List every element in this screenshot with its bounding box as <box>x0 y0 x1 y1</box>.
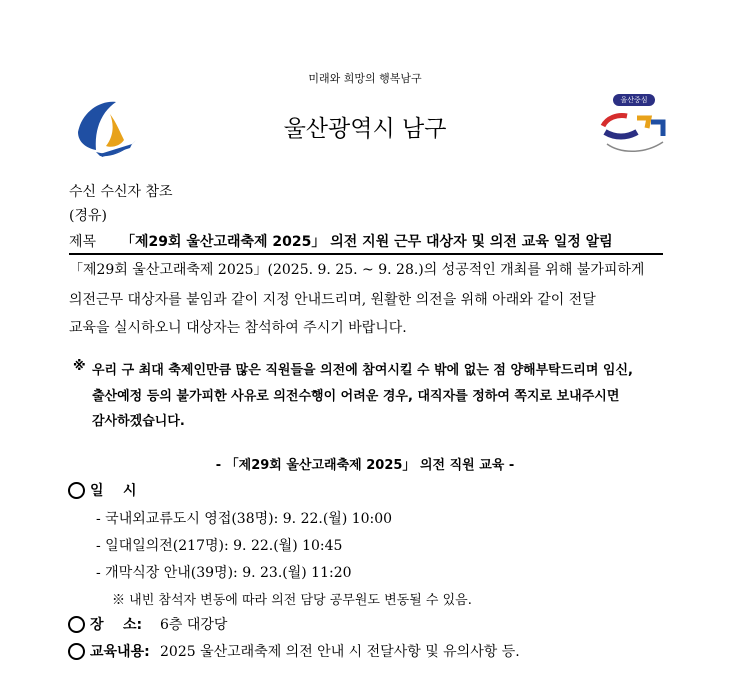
content-value: 2025 울산고래축제 의전 안내 시 전달사항 및 유의사항 등. <box>160 644 520 660</box>
notice-mark: ※ <box>73 359 86 374</box>
subject-text: 「제29회 울산고래축제 2025」 의전 지원 근무 대상자 및 의전 교육 일정 알림 <box>121 234 613 250</box>
body-line: 의전근무 대상자를 붙임과 같이 지정 안내드리며, 원활한 의전을 위해 아래와 같이 전달 <box>69 292 596 308</box>
logo-tagline: 울산중심 <box>620 96 648 104</box>
place-label: 장 소: <box>90 617 143 633</box>
body-line: 교육을 실시하오니 대상자는 참석하여 주시기 바랍니다. <box>69 320 407 336</box>
content-label: 교육내용: <box>90 644 150 660</box>
schedule-item: - 개막식장 안내(39명): 9. 23.(월) 11:20 <box>96 565 352 581</box>
slogan: 미래와 희망의 행복남구 <box>308 72 422 85</box>
body-line: 「제29회 울산고래축제 2025」(2025. 9. 25. ~ 9. 28.)의 성공적인 개최를 위해 불가피하게 <box>69 262 645 278</box>
notice-line: 우리 구 최대 축제인만큼 많은 직원들을 의전에 참여시킬 수 밖에 없는 점 양해부탁드리며 임신, <box>92 363 633 378</box>
subject-label: 제목 <box>69 234 97 250</box>
date-label: 일 시 <box>90 483 137 499</box>
via: (경유) <box>69 208 107 224</box>
logo-text <box>601 110 669 131</box>
org-name: 울산광역시 남구 <box>283 116 447 142</box>
subject-row <box>69 231 663 255</box>
schedule-item: - 국내외교류도시 영접(38명): 9. 22.(월) 10:00 <box>96 511 393 527</box>
circle-bullet-icon <box>68 616 85 633</box>
circle-bullet-icon <box>68 482 85 499</box>
recipient: 수신 수신자 참조 <box>69 184 173 200</box>
notice-line: 감사하겠습니다. <box>92 414 185 429</box>
schedule-item: - 일대일의전(217명): 9. 22.(월) 10:45 <box>96 538 343 554</box>
section-title: - 「제29회 울산고래축제 2025」 의전 직원 교육 - <box>215 458 515 473</box>
schedule-note: ※ 내빈 참석자 변동에 따라 의전 담당 공무원도 변동될 수 있음. <box>112 593 472 608</box>
circle-bullet-icon <box>68 643 85 660</box>
place-value: 6층 대강당 <box>160 617 228 633</box>
notice-line: 출산예정 등의 불가피한 사유로 의전수행이 어려운 경우, 대직자를 정하여 쪽지로 보내주시면 <box>92 389 620 404</box>
happy-namgu-logo <box>597 92 671 160</box>
